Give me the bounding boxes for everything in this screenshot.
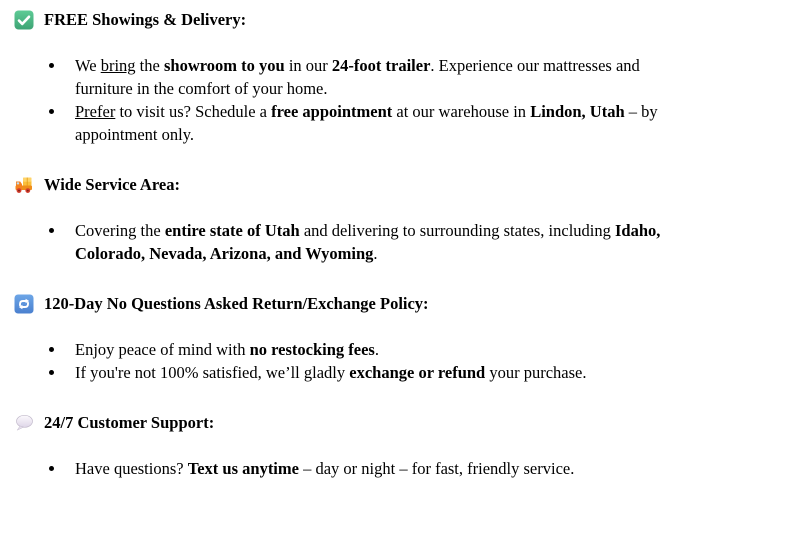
section-heading <box>14 173 791 196</box>
text-run: appointment only. <box>75 125 194 144</box>
text-run: showroom to you <box>163 56 285 75</box>
bullet-list <box>0 338 791 384</box>
text-run: exchange or refund <box>349 363 486 382</box>
section-heading <box>14 292 791 315</box>
speech-balloon-icon <box>14 413 34 433</box>
section-title: 120-Day No Questions Asked Return/Exchange Policy: <box>44 294 429 313</box>
text-run: free appointment <box>271 102 393 121</box>
text-run: – day or night – for fast, friendly service. <box>298 459 575 478</box>
list-item <box>0 100 791 146</box>
feature-section <box>0 173 791 265</box>
text-run: Idaho, <box>614 221 661 240</box>
section-heading <box>14 8 791 31</box>
text-run: 24-foot trailer <box>331 56 431 75</box>
section-title: FREE Showings & Delivery: <box>44 10 247 29</box>
text-run: and delivering to surrounding states, including <box>299 221 615 240</box>
text-run: Have questions? <box>75 459 188 478</box>
section-title: 24/7 Customer Support: <box>44 413 215 432</box>
text-run: furniture in the comfort of your home. <box>75 79 328 98</box>
text-run: Colorado, Nevada, Arizona, and Wyoming <box>75 244 374 263</box>
delivery-truck-icon <box>14 175 34 195</box>
text-run: . <box>374 340 379 359</box>
bullet-list <box>0 457 791 480</box>
check-mark-icon <box>14 10 34 30</box>
text-run: – by <box>624 102 658 121</box>
list-item <box>0 219 791 265</box>
feature-section <box>0 8 791 146</box>
bullet-list <box>0 219 791 265</box>
section-heading <box>14 411 791 434</box>
text-run: . Experience our mattresses and <box>430 56 640 75</box>
text-run: your purchase. <box>485 363 587 382</box>
text-run: at our warehouse in <box>392 102 531 121</box>
text-run: Enjoy peace of mind with <box>75 340 250 359</box>
list-item <box>0 338 791 361</box>
text-run: no restocking fees <box>249 340 375 359</box>
repeat-arrows-icon <box>14 294 34 314</box>
text-run: in our <box>284 56 332 75</box>
feature-section <box>0 292 791 384</box>
text-run: bring <box>100 56 136 75</box>
text-run: entire state of Utah <box>164 221 300 240</box>
text-run: Covering the <box>75 221 165 240</box>
text-run: the <box>135 56 164 75</box>
text-run: . <box>373 244 378 263</box>
bullet-list <box>0 54 791 146</box>
text-run: to visit us? Schedule a <box>115 102 272 121</box>
list-item <box>0 457 791 480</box>
list-item <box>0 54 791 100</box>
text-run: If you're not 100% satisfied, we’ll gladly <box>75 363 350 382</box>
section-title: Wide Service Area: <box>44 175 180 194</box>
list-item <box>0 361 791 384</box>
text-run: We <box>75 56 101 75</box>
feature-section <box>0 411 791 480</box>
text-run: Text us anytime <box>187 459 299 478</box>
text-run: Prefer <box>75 102 116 121</box>
text-run: Lindon, Utah <box>530 102 625 121</box>
